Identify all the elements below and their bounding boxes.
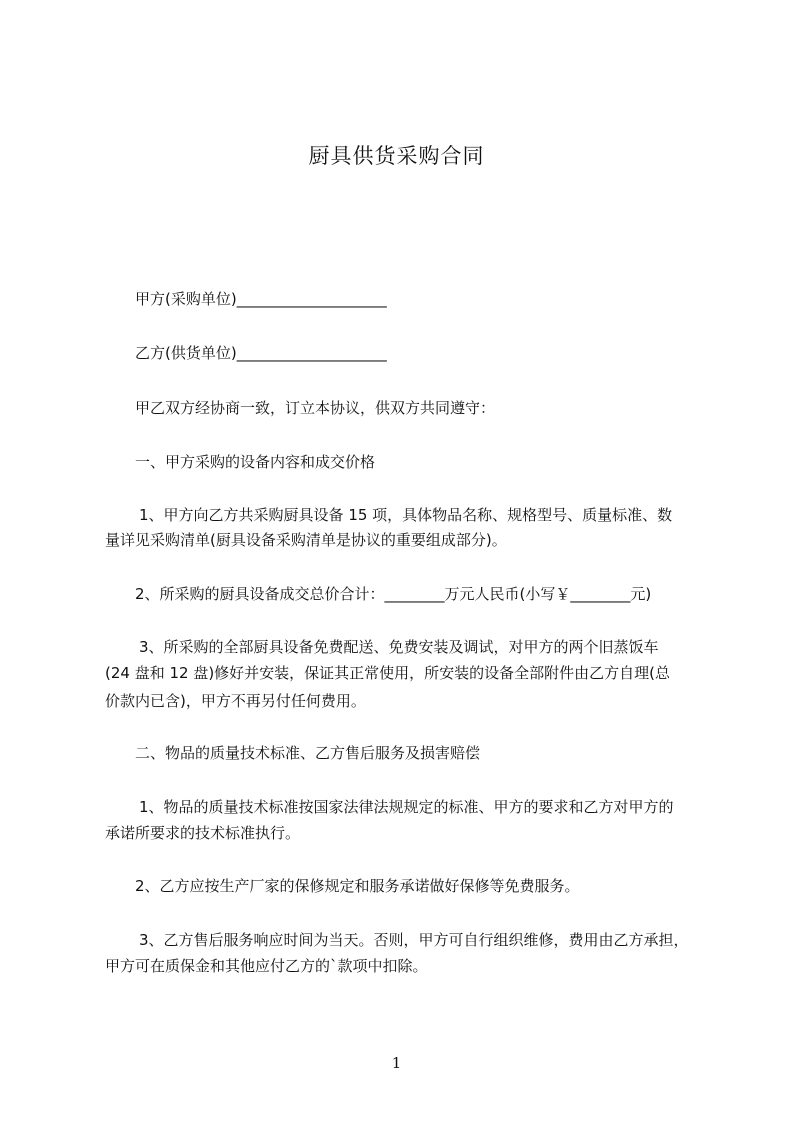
party-a-line [105,286,717,313]
section2-item1-line2: 承诺所要求的技术标准执行。 [105,824,301,842]
section1-heading: 一、甲方采购的设备内容和成交价格 [135,453,376,471]
party-b-label: 乙方(供货单位) [135,344,237,362]
section2-heading: 二、物品的质量技术标准、乙方售后服务及损害赔偿 [135,744,481,762]
page-title: 厨具供货采购合同 [308,144,485,168]
section1-item1-line1: 1、甲方向乙方共采购厨具设备 15 项，具体物品名称、规格型号、质量标准、数 [139,506,673,524]
section2-item2: 2、乙方应按生产厂家的保修规定和服务承诺做好保修等免费服务。 [135,877,580,895]
party-a-blank: ____________________ [236,290,387,308]
section2-item1-line1: 1、物品的质量技术标准按国家法律法规规定的标准、甲方的要求和乙方对甲方的 [139,798,674,816]
party-b-blank: ____________________ [236,344,387,362]
section2-item3-line2: 甲方可在质保金和其他应付乙方的`款项中扣除。 [105,957,428,975]
preamble: 甲乙双方经协商一致，订立本协议，供双方共同遵守： [135,399,496,417]
section1-item3-line1: 3、所采购的全部厨具设备免费配送、免费安装及调试，对甲方的两个旧蒸饭车 [139,638,659,656]
page-number: 1 [391,1054,402,1072]
section2-item3-line1: 3、乙方售后服务响应时间为当天。否则，甲方可自行组织维修，费用由乙方承担， [139,931,689,949]
section1-item2: 2、所采购的厨具设备成交总价合计：________万元人民币(小写￥________元) [135,585,652,603]
party-b-line [105,340,717,367]
section1-item1-line2: 量详见采购清单(厨具设备采购清单是协议的重要组成部分)。 [105,531,507,549]
section1-item3-line3: 价款内已含)，甲方不再另付任何费用。 [105,692,366,710]
section1-item3-line2: (24 盘和 12 盘)修好并安装，保证其正常使用，所安装的设备全部附件由乙方自理(总 [105,664,671,682]
party-a-label: 甲方(采购单位) [135,290,237,308]
